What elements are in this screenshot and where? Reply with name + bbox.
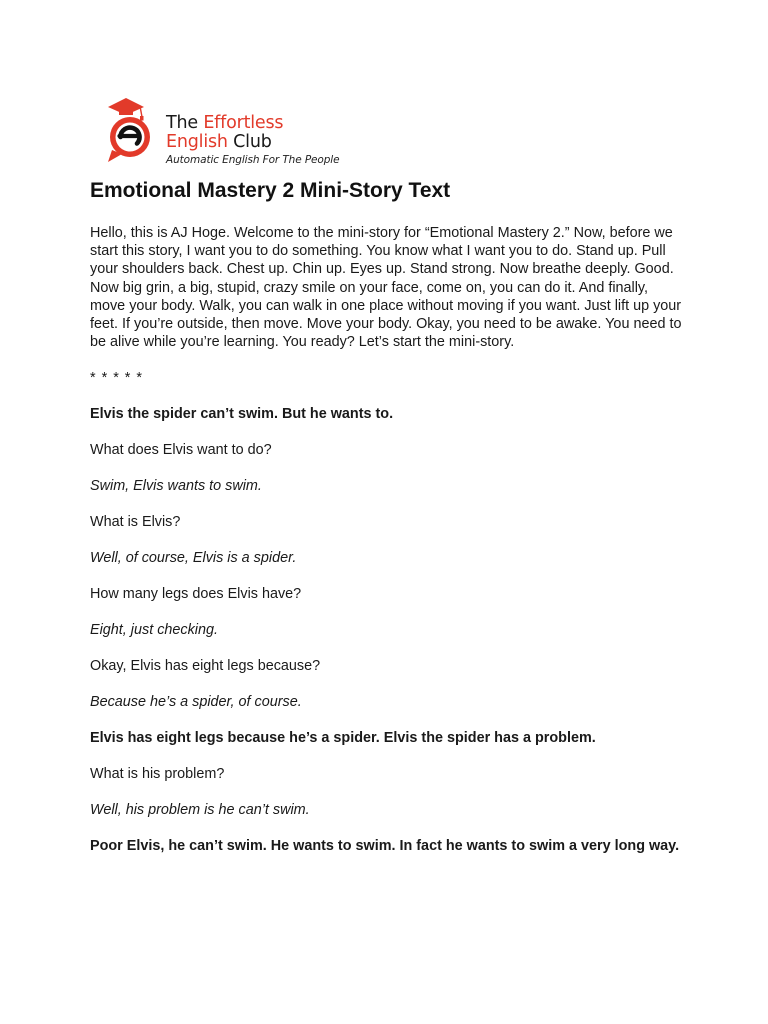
logo-word-effortless: Effortless: [203, 113, 284, 133]
page-title: Emotional Mastery 2 Mini-Story Text: [90, 179, 451, 202]
story-question: How many legs does Elvis have?: [90, 586, 302, 603]
graduation-cap-e-icon: [104, 96, 166, 164]
logo-word-english: English: [166, 132, 234, 152]
logo-text-line2: [166, 132, 272, 152]
story-question: What does Elvis want to do?: [90, 442, 272, 459]
story-statement: Poor Elvis, he can’t swim. He wants to swim. In fact he wants to swim a very long way.: [90, 838, 680, 855]
story-answer: Eight, just checking.: [90, 622, 218, 639]
logo-text-line1: [166, 113, 283, 133]
effortless-english-club-logo: [104, 96, 354, 172]
story-answer: Well, of course, Elvis is a spider.: [90, 550, 297, 567]
story-question: Okay, Elvis has eight legs because?: [90, 658, 321, 675]
logo-word-the: The: [166, 113, 204, 133]
story-question: What is his problem?: [90, 766, 225, 783]
logo-tagline: Automatic English For The People: [166, 154, 340, 166]
story-answer: Swim, Elvis wants to swim.: [90, 478, 262, 495]
story-statement: Elvis has eight legs because he’s a spider. Elvis the spider has a problem.: [90, 730, 596, 747]
intro-paragraph: Hello, this is AJ Hoge. Welcome to the mini-story for “Emotional Mastery 2.” Now, before we start this story, I want you to do something. You know what I want you to do. Stand up. Pull your shoulders back. Chest up. Chin up. Eyes up. Stand strong. Now breathe deeply. Good. Now big grin, a big, stupid, crazy smile on your face, come on, you can do it. And finally, move your body. Walk, you can walk in one place without moving if you want. Just lift up your feet. If you’re outside, then move. Move your body. Okay, you need to be awake. You need to be alive while you’re learning. You ready? Let’s start the mini-story.: [90, 225, 682, 351]
section-divider: * * * * *: [90, 370, 143, 387]
story-answer: Well, his problem is he can’t swim.: [90, 802, 310, 819]
logo-word-club: Club: [233, 132, 272, 152]
story-statement: Elvis the spider can’t swim. But he wants to.: [90, 406, 394, 423]
story-question: What is Elvis?: [90, 514, 181, 531]
story-answer: Because he’s a spider, of course.: [90, 694, 302, 711]
story-text: [90, 224, 682, 873]
